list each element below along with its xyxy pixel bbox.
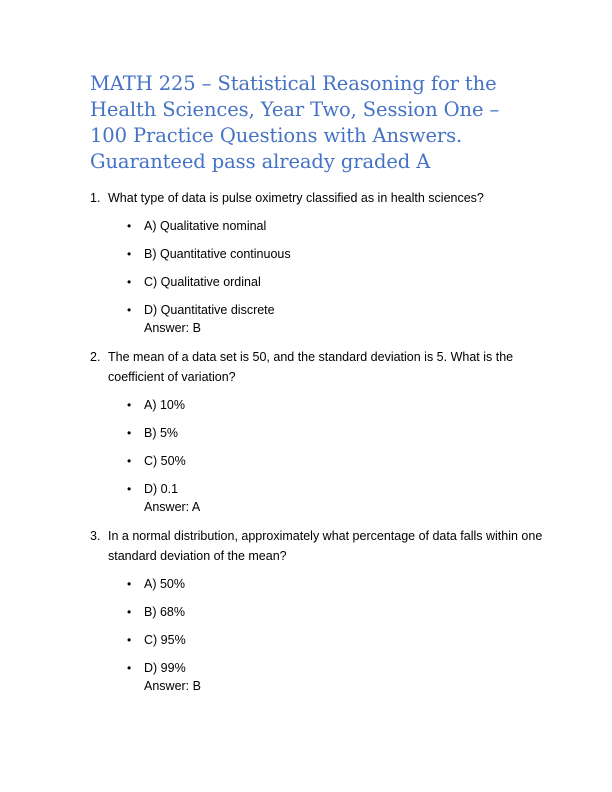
question-3 — [90, 526, 550, 696]
bullet-icon: • — [127, 398, 132, 412]
option-label: A) Qualitative nominal — [144, 219, 267, 233]
option-item — [90, 244, 550, 272]
answer-text: Answer: B — [144, 321, 201, 335]
option-label: C) Qualitative ordinal — [144, 275, 261, 289]
option-item — [90, 423, 550, 451]
answer-text: Answer: B — [144, 679, 201, 693]
option-label: A) 10% — [144, 398, 185, 412]
option-list — [90, 216, 550, 320]
question-number: 3. — [90, 529, 101, 543]
bullet-icon: • — [127, 303, 132, 317]
option-item — [90, 272, 550, 300]
question-2 — [90, 347, 550, 517]
question-1 — [90, 188, 550, 338]
option-item — [90, 602, 550, 630]
question-prompt: The mean of a data set is 50, and the standard deviation is 5. What is the coefficient of variation? — [108, 350, 514, 384]
option-item — [90, 451, 550, 479]
question-prompt: What type of data is pulse oximetry classified as in health sciences? — [108, 191, 484, 205]
option-item — [90, 395, 550, 423]
question-number: 2. — [90, 350, 101, 364]
option-label: A) 50% — [144, 577, 185, 591]
bullet-icon: • — [127, 482, 132, 496]
option-label: C) 95% — [144, 633, 186, 647]
option-list — [90, 395, 550, 499]
bullet-icon: • — [127, 454, 132, 468]
option-item — [90, 574, 550, 602]
option-item — [90, 300, 550, 320]
bullet-icon: • — [127, 577, 132, 591]
option-label: D) Quantitative discrete — [144, 303, 275, 317]
option-list — [90, 574, 550, 678]
question-text — [90, 526, 550, 566]
bullet-icon: • — [127, 633, 132, 647]
bullet-icon: • — [127, 247, 132, 261]
question-number: 1. — [90, 191, 101, 205]
option-label: B) Quantitative continuous — [144, 247, 291, 261]
question-prompt: In a normal distribution, approximately what percentage of data falls within one standard deviation of the mean? — [108, 529, 543, 563]
bullet-icon: • — [127, 661, 132, 675]
option-label: C) 50% — [144, 454, 186, 468]
option-label: B) 5% — [144, 426, 179, 440]
option-item — [90, 479, 550, 499]
bullet-icon: • — [127, 426, 132, 440]
document-title: MATH 225 – Statistical Reasoning for the Health Sciences, Year Two, Session One – 100 Practice Questions with Answers. Guaranteed pass already graded A — [90, 72, 500, 173]
bullet-icon: • — [127, 219, 132, 233]
bullet-icon: • — [127, 605, 132, 619]
option-item — [90, 658, 550, 678]
answer-text: Answer: A — [144, 500, 201, 514]
question-text — [90, 188, 550, 208]
option-label: B) 68% — [144, 605, 185, 619]
option-label: D) 99% — [144, 661, 186, 675]
question-text — [90, 347, 550, 387]
option-item — [90, 216, 550, 244]
bullet-icon: • — [127, 275, 132, 289]
option-label: D) 0.1 — [144, 482, 179, 496]
option-item — [90, 630, 550, 658]
